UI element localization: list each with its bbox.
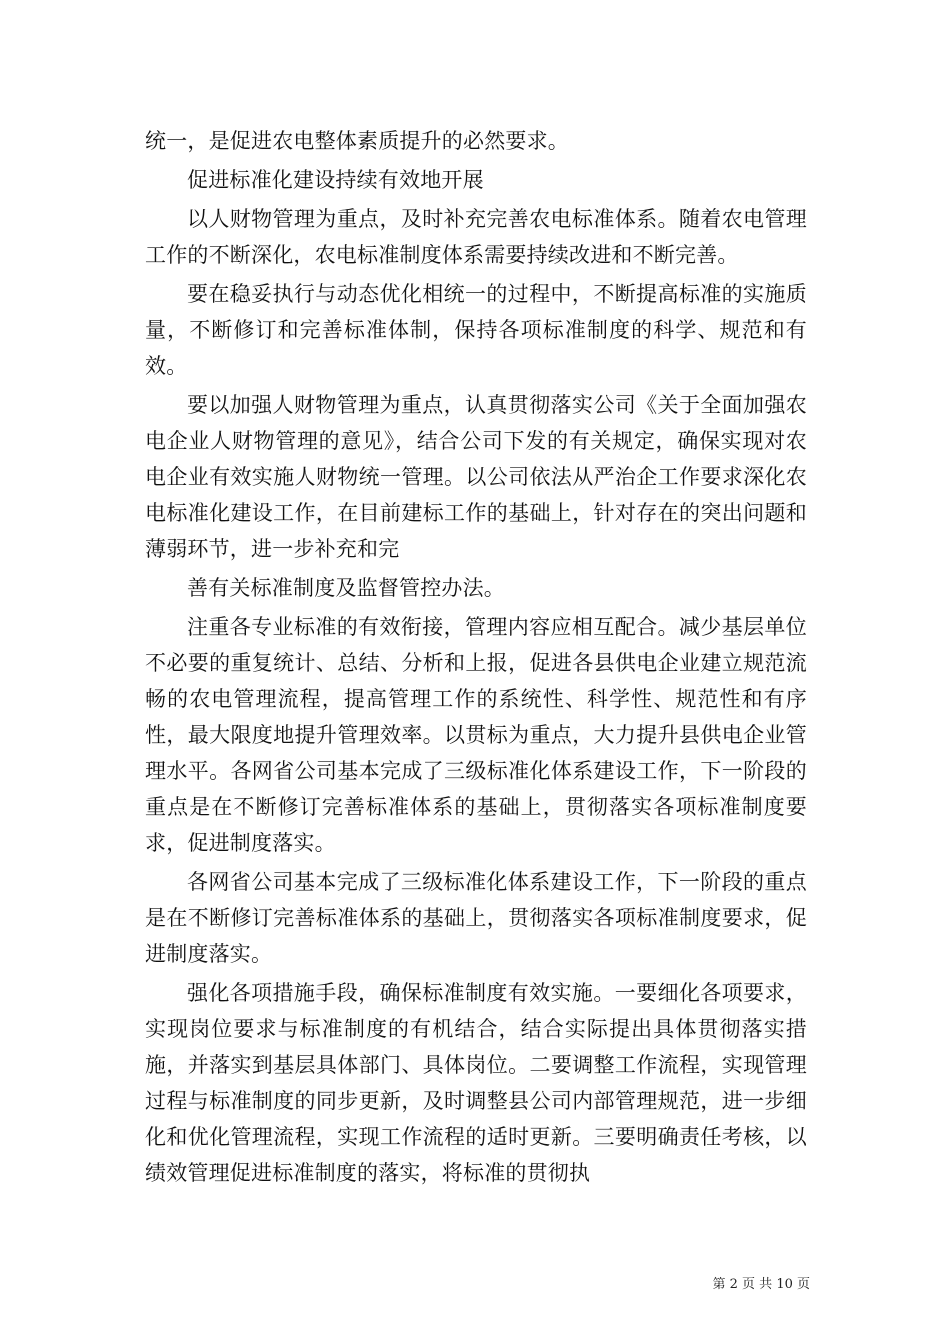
paragraph-9: 强化各项措施手段，确保标准制度有效实施。一要细化各项要求，实现岗位要求与标准制度的有机结合，结合实际提出具体贯彻落实措施，并落实到基层具体部门、具体岗位。二要调整工作流程，实现管理过程与标准制度的同步更新，及时调整县公司内部管理规范，进一步细化和优化管理流程，实现工作流程的适时更新。三要明确责任考核，以绩效管理促进标准制度的落实，将标准的贯彻执 [145,981,807,1185]
paragraph-8: 各网省公司基本完成了三级标准化体系建设工作，下一阶段的重点是在不断修订完善标准体系的基础上，贯彻落实各项标准制度要求，促进制度落实。 [145,870,807,966]
document-body [145,123,807,1194]
paragraph-2: 促进标准化建设持续有效地开展 [187,168,484,192]
paragraph-5: 要以加强人财物管理为重点，认真贯彻落实公司《关于全面加强农电企业人财物管理的意见》，结合公司下发的有关规定，确保实现对农电企业有效实施人财物统一管理。以公司依法从严治企工作要求深化农电标准化建设工作，在目前建标工作的基础上，针对存在的突出问题和薄弱环节，进一步补充和完 [145,393,807,561]
paragraph-6: 善有关标准制度及监督管控办法。 [187,576,505,600]
paragraph-1: 统一，是促进农电整体素质提升的必然要求。 [145,129,569,153]
paragraph-3: 以人财物管理为重点，及时补充完善农电标准体系。随着农电管理工作的不断深化，农电标准制度体系需要持续改进和不断完善。 [145,207,807,267]
paragraph-4: 要在稳妥执行与动态优化相统一的过程中，不断提高标准的实施质量，不断修订和完善标准体制，保持各项标准制度的科学、规范和有效。 [145,282,807,378]
paragraph-7: 注重各专业标准的有效衔接，管理内容应相互配合。减少基层单位不必要的重复统计、总结、分析和上报，促进各县供电企业建立规范流畅的农电管理流程，提高管理工作的系统性、科学性、规范性和有序性，最大限度地提升管理效率。以贯标为重点，大力提升县供电企业管理水平。各网省公司基本完成了三级标准化体系建设工作，下一阶段的重点是在不断修订完善标准体系的基础上，贯彻落实各项标准制度要求，促进制度落实。 [145,615,807,855]
page-number-footer: 第 2 页 共 10 页 [712,1277,810,1292]
